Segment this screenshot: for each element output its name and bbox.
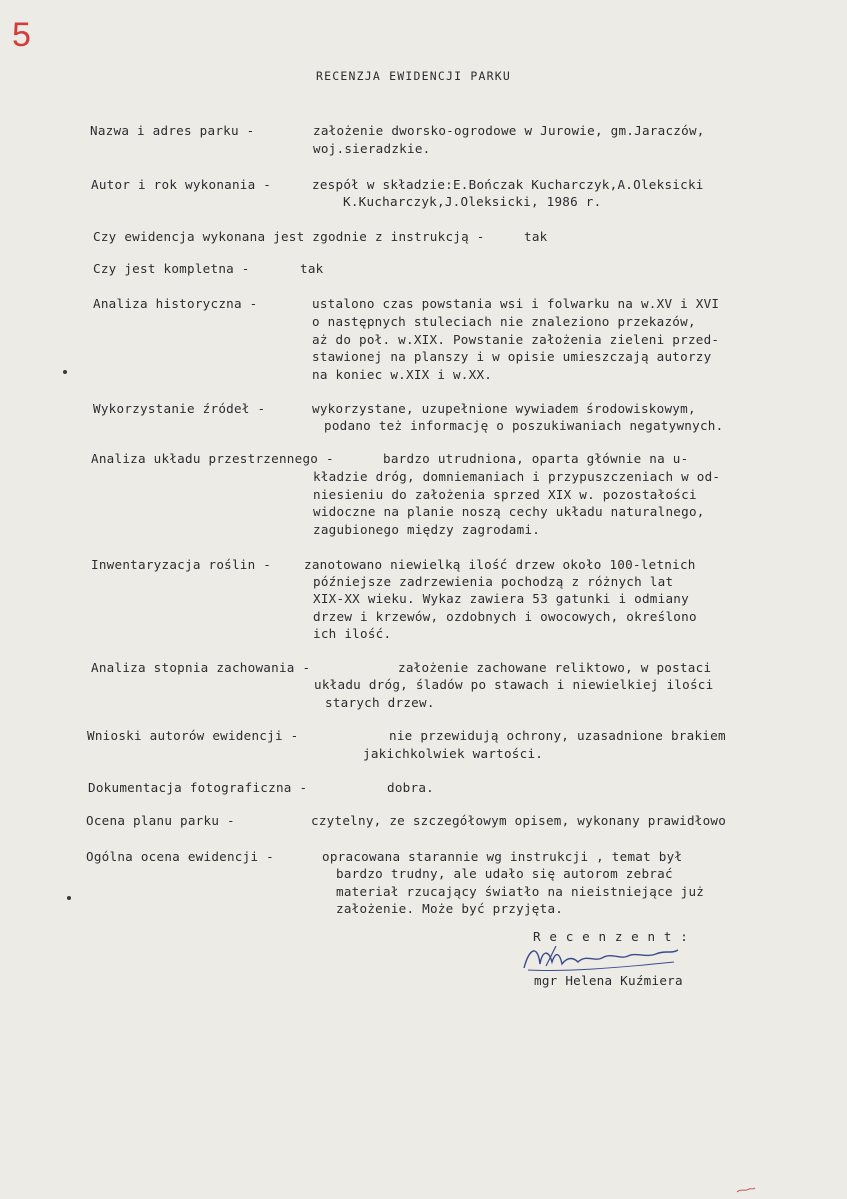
entry-label-conformity: Czy ewidencja wykonana jest zgodnie z instrukcją -: [93, 229, 485, 244]
entry-line: aż do poł. w.XIX. Powstanie założenia zieleni przed-: [312, 332, 720, 347]
entry-line: K.Kucharczyk,J.Oleksicki, 1986 r.: [343, 194, 602, 209]
entry-label-preservation: Analiza stopnia zachowania -: [91, 660, 311, 675]
entry-line: zanotowano niewielką ilość drzew około 100-letnich: [304, 557, 696, 572]
entry-line: ich ilość.: [313, 626, 392, 641]
entry-line: bardzo utrudniona, oparta głównie na u-: [383, 451, 689, 466]
entry-line: nie przewidują ochrony, uzasadnione brakiem: [389, 728, 726, 743]
entry-line: XIX-XX wieku. Wykaz zawiera 53 gatunki i odmiany: [313, 591, 689, 606]
corner-mark: [736, 1186, 756, 1194]
entry-label-author: Autor i rok wykonania -: [91, 177, 272, 192]
entry-line: kładzie dróg, domniemaniach i przypuszczeniach w od-: [313, 469, 721, 484]
entry-line: niesieniu do założenia sprzed XIX w. pozostałości: [313, 487, 697, 502]
entry-line: na koniec w.XIX i w.XX.: [312, 367, 493, 382]
entry-label-completeness: Czy jest kompletna -: [93, 261, 250, 276]
entry-line: zespół w składzie:E.Bończak Kucharczyk,A.Oleksicki: [312, 177, 704, 192]
entry-label-name-address: Nazwa i adres parku -: [90, 123, 255, 138]
entry-label-conclusions: Wnioski autorów ewidencji -: [87, 728, 299, 743]
reviewer-heading: R e c e n z e n t :: [533, 929, 689, 944]
entry-line: ustalono czas powstania wsi i folwarku na w.XV i XVI: [312, 296, 720, 311]
entry-line: założenie dworsko-ogrodowe w Jurowie, gm.Jaraczów,: [313, 123, 705, 138]
entry-line: założenie. Może być przyjęta.: [336, 901, 564, 916]
entry-line: tak: [300, 261, 324, 276]
entry-line: założenie zachowane reliktowo, w postaci: [398, 660, 712, 675]
entry-line: wykorzystane, uzupełnione wywiadem środowiskowym,: [312, 401, 696, 416]
entry-label-historical-analysis: Analiza historyczna -: [93, 296, 258, 311]
entry-line: zagubionego między zagrodami.: [313, 522, 541, 537]
entry-line: opracowana starannie wg instrukcji , temat był: [322, 849, 683, 864]
margin-dot: [67, 896, 71, 900]
entry-label-plant-inventory: Inwentaryzacja roślin -: [91, 557, 272, 572]
entry-line: dobra.: [387, 780, 434, 795]
margin-dot: [63, 370, 67, 374]
entry-line: widoczne na planie noszą cechy układu naturalnego,: [313, 504, 705, 519]
entry-line: stawionej na planszy i w opisie umieszczają autorzy: [312, 349, 712, 364]
entry-line: bardzo trudny, ale udało się autorom zebrać: [336, 866, 673, 881]
entry-line: jakichkolwiek wartości.: [363, 746, 544, 761]
entry-line: układu dróg, śladów po stawach i niewielkiej ilości: [314, 677, 714, 692]
entry-line: woj.sieradzkie.: [313, 141, 431, 156]
entry-label-sources: Wykorzystanie źródeł -: [93, 401, 266, 416]
entry-line: materiał rzucający światło na nieistniejące już: [336, 884, 705, 899]
entry-line: czytelny, ze szczegółowym opisem, wykonany prawidłowo: [311, 813, 727, 828]
document-title: RECENZJA EWIDENCJI PARKU: [316, 69, 511, 83]
entry-line: starych drzew.: [325, 695, 435, 710]
entry-line: podano też informację o poszukiwaniach negatywnych.: [324, 418, 724, 433]
entry-line: drzew i krzewów, ozdobnych i owocowych, określono: [313, 609, 697, 624]
entry-line: tak: [524, 229, 548, 244]
entry-label-photo-documentation: Dokumentacja fotograficzna -: [88, 780, 308, 795]
entry-label-spatial-analysis: Analiza układu przestrzennego -: [91, 451, 334, 466]
entry-label-overall-evaluation: Ogólna ocena ewidencji -: [86, 849, 274, 864]
entry-line: późniejsze zadrzewienia pochodzą z różnych lat: [313, 574, 674, 589]
reviewer-name: mgr Helena Kuźmiera: [534, 973, 683, 988]
page-number-handwritten: 5: [12, 16, 31, 54]
entry-line: o następnych stuleciach nie znaleziono przekazów,: [312, 314, 696, 329]
entry-label-plan-evaluation: Ocena planu parku -: [86, 813, 235, 828]
